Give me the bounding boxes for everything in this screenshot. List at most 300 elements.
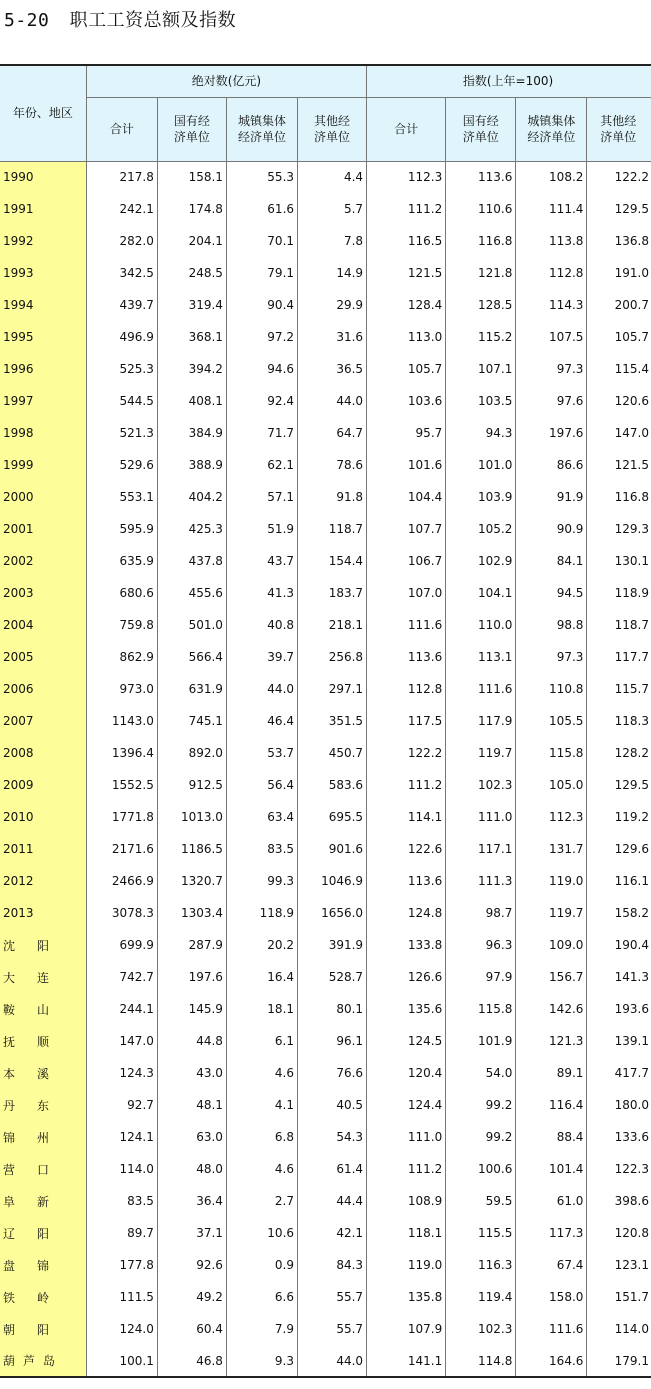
table-cell: 98.8 <box>516 609 587 641</box>
table-cell: 218.1 <box>298 609 367 641</box>
table-cell: 55.7 <box>298 1313 367 1345</box>
table-cell: 103.5 <box>446 385 516 417</box>
table-cell: 164.6 <box>516 1345 587 1377</box>
table-cell: 742.7 <box>86 961 157 993</box>
table-cell: 113.6 <box>367 865 446 897</box>
table-row <box>0 257 651 289</box>
table-cell: 759.8 <box>86 609 157 641</box>
table-cell: 107.5 <box>516 321 587 353</box>
row-label <box>0 1249 86 1281</box>
table-cell: 99.3 <box>226 865 297 897</box>
table-row <box>0 961 651 993</box>
table-cell: 118.9 <box>226 897 297 929</box>
table-cell: 439.7 <box>86 289 157 321</box>
table-cell: 121.5 <box>587 449 651 481</box>
table-cell: 83.5 <box>86 1185 157 1217</box>
table-cell: 55.3 <box>226 161 297 193</box>
row-label <box>0 737 86 769</box>
table-cell: 111.6 <box>367 609 446 641</box>
table-cell: 197.6 <box>516 417 587 449</box>
table-cell: 96.1 <box>298 1025 367 1057</box>
table-cell: 61.0 <box>516 1185 587 1217</box>
table-cell: 1046.9 <box>298 865 367 897</box>
table-cell: 128.4 <box>367 289 446 321</box>
table-cell: 180.0 <box>587 1089 651 1121</box>
row-label <box>0 929 86 961</box>
table-cell: 1320.7 <box>157 865 226 897</box>
row-label <box>0 833 86 865</box>
table-cell: 48.1 <box>157 1089 226 1121</box>
row-label <box>0 1185 86 1217</box>
table-cell: 528.7 <box>298 961 367 993</box>
table-cell: 116.8 <box>587 481 651 513</box>
table-cell: 44.0 <box>298 385 367 417</box>
table-cell: 111.4 <box>516 193 587 225</box>
row-label <box>0 417 86 449</box>
table-row <box>0 353 651 385</box>
table-cell: 130.1 <box>587 545 651 577</box>
table-cell: 97.3 <box>516 641 587 673</box>
table-row <box>0 481 651 513</box>
row-label <box>0 1089 86 1121</box>
row-label-text: 2000 <box>3 490 34 504</box>
table-row <box>0 1217 651 1249</box>
table-cell: 106.7 <box>367 545 446 577</box>
row-label <box>0 321 86 353</box>
table-row <box>0 641 651 673</box>
row-label-text: 1997 <box>3 394 34 408</box>
table-cell: 100.1 <box>86 1345 157 1377</box>
table-cell: 501.0 <box>157 609 226 641</box>
table-row <box>0 161 651 193</box>
table-cell: 54.3 <box>298 1121 367 1153</box>
table-cell: 42.1 <box>298 1217 367 1249</box>
table-cell: 131.7 <box>516 833 587 865</box>
table-cell: 455.6 <box>157 577 226 609</box>
table-cell: 117.5 <box>367 705 446 737</box>
table-cell: 583.6 <box>298 769 367 801</box>
row-label-text: 葫芦岛 <box>3 1354 55 1368</box>
table-cell: 417.7 <box>587 1057 651 1089</box>
table-cell: 120.4 <box>367 1057 446 1089</box>
table-cell: 104.4 <box>367 481 446 513</box>
table-cell: 1143.0 <box>86 705 157 737</box>
table-cell: 1396.4 <box>86 737 157 769</box>
table-cell: 44.0 <box>298 1345 367 1377</box>
table-cell: 135.8 <box>367 1281 446 1313</box>
table-row <box>0 513 651 545</box>
table-row <box>0 449 651 481</box>
table-cell: 105.7 <box>587 321 651 353</box>
table-cell: 4.4 <box>298 161 367 193</box>
table-cell: 115.8 <box>516 737 587 769</box>
table-row <box>0 417 651 449</box>
table-cell: 63.0 <box>157 1121 226 1153</box>
table-row <box>0 385 651 417</box>
col-header-idx-total: 合计 <box>367 97 446 161</box>
table-cell: 141.1 <box>367 1345 446 1377</box>
table-cell: 1186.5 <box>157 833 226 865</box>
row-label <box>0 641 86 673</box>
table-cell: 119.0 <box>367 1249 446 1281</box>
table-row <box>0 993 651 1025</box>
table-cell: 973.0 <box>86 673 157 705</box>
table-cell: 103.9 <box>446 481 516 513</box>
table-cell: 124.4 <box>367 1089 446 1121</box>
table-cell: 117.3 <box>516 1217 587 1249</box>
table-cell: 384.9 <box>157 417 226 449</box>
table-cell: 121.8 <box>446 257 516 289</box>
table-cell: 1303.4 <box>157 897 226 929</box>
table-cell: 43.7 <box>226 545 297 577</box>
table-cell: 119.2 <box>587 801 651 833</box>
table-row <box>0 897 651 929</box>
table-cell: 351.5 <box>298 705 367 737</box>
table-cell: 115.8 <box>446 993 516 1025</box>
table-cell: 121.5 <box>367 257 446 289</box>
col-header-text: 其他经济单位 <box>600 114 637 144</box>
table-cell: 114.3 <box>516 289 587 321</box>
row-label-text: 2006 <box>3 682 34 696</box>
table-cell: 88.4 <box>516 1121 587 1153</box>
row-label-text: 2004 <box>3 618 34 632</box>
row-label-text: 盘锦 <box>3 1258 49 1273</box>
table-cell: 1552.5 <box>86 769 157 801</box>
table-row <box>0 577 651 609</box>
table-cell: 521.3 <box>86 417 157 449</box>
table-cell: 6.6 <box>226 1281 297 1313</box>
row-label <box>0 257 86 289</box>
table-row <box>0 289 651 321</box>
row-label-text: 辽阳 <box>3 1226 49 1241</box>
table-row <box>0 865 651 897</box>
table-cell: 48.0 <box>157 1153 226 1185</box>
row-label <box>0 577 86 609</box>
table-row <box>0 1121 651 1153</box>
table-cell: 256.8 <box>298 641 367 673</box>
table-cell: 391.9 <box>298 929 367 961</box>
row-label-text: 大连 <box>3 970 49 985</box>
table-cell: 129.3 <box>587 513 651 545</box>
row-label <box>0 801 86 833</box>
table-cell: 129.5 <box>587 193 651 225</box>
table-cell: 44.4 <box>298 1185 367 1217</box>
row-label-text: 2010 <box>3 810 34 824</box>
table-cell: 64.7 <box>298 417 367 449</box>
table-cell: 425.3 <box>157 513 226 545</box>
table-cell: 96.3 <box>446 929 516 961</box>
table-cell: 39.7 <box>226 641 297 673</box>
col-header-text: 国有经济单位 <box>462 114 499 144</box>
col-header-text: 城镇集体经济单位 <box>527 114 576 144</box>
table-cell: 862.9 <box>86 641 157 673</box>
table-row <box>0 705 651 737</box>
table-cell: 59.5 <box>446 1185 516 1217</box>
table-cell: 122.2 <box>367 737 446 769</box>
table-cell: 61.6 <box>226 193 297 225</box>
table-cell: 129.6 <box>587 833 651 865</box>
table-cell: 36.5 <box>298 353 367 385</box>
table-cell: 110.0 <box>446 609 516 641</box>
row-label-text: 丹东 <box>3 1098 49 1113</box>
row-label <box>0 545 86 577</box>
table-cell: 112.3 <box>367 161 446 193</box>
table-cell: 60.4 <box>157 1313 226 1345</box>
row-label <box>0 961 86 993</box>
table-cell: 111.5 <box>86 1281 157 1313</box>
table-cell: 71.7 <box>226 417 297 449</box>
table-cell: 99.2 <box>446 1121 516 1153</box>
table-cell: 128.2 <box>587 737 651 769</box>
table-cell: 121.3 <box>516 1025 587 1057</box>
table-cell: 89.7 <box>86 1217 157 1249</box>
table-cell: 2.7 <box>226 1185 297 1217</box>
table-cell: 118.1 <box>367 1217 446 1249</box>
table-row <box>0 1025 651 1057</box>
table-cell: 342.5 <box>86 257 157 289</box>
col-header-abs-total: 合计 <box>86 97 157 161</box>
table-cell: 89.1 <box>516 1057 587 1089</box>
table-cell: 70.1 <box>226 225 297 257</box>
table-cell: 248.5 <box>157 257 226 289</box>
table-cell: 16.4 <box>226 961 297 993</box>
col-header-idx-collective <box>516 97 587 161</box>
table-cell: 124.5 <box>367 1025 446 1057</box>
table-cell: 31.6 <box>298 321 367 353</box>
table-cell: 44.0 <box>226 673 297 705</box>
table-cell: 113.6 <box>367 641 446 673</box>
row-label-text: 2005 <box>3 650 34 664</box>
table-cell: 116.8 <box>446 225 516 257</box>
page-title <box>4 6 236 32</box>
table-cell: 40.8 <box>226 609 297 641</box>
table-cell: 112.3 <box>516 801 587 833</box>
row-label <box>0 1153 86 1185</box>
table-cell: 86.6 <box>516 449 587 481</box>
table-cell: 97.9 <box>446 961 516 993</box>
table-cell: 118.9 <box>587 577 651 609</box>
table-cell: 46.8 <box>157 1345 226 1377</box>
table-cell: 129.5 <box>587 769 651 801</box>
col-header-abs-collective <box>226 97 297 161</box>
table-cell: 119.7 <box>516 897 587 929</box>
table-cell: 61.4 <box>298 1153 367 1185</box>
table-cell: 124.0 <box>86 1313 157 1345</box>
table-cell: 1656.0 <box>298 897 367 929</box>
table-cell: 105.0 <box>516 769 587 801</box>
row-label <box>0 1121 86 1153</box>
row-label <box>0 385 86 417</box>
row-label-text: 营口 <box>3 1162 49 1177</box>
table-cell: 133.6 <box>587 1121 651 1153</box>
table-cell: 114.1 <box>367 801 446 833</box>
table-cell: 37.1 <box>157 1217 226 1249</box>
table-row <box>0 801 651 833</box>
table-cell: 113.1 <box>446 641 516 673</box>
row-label <box>0 609 86 641</box>
table-cell: 595.9 <box>86 513 157 545</box>
table-cell: 4.6 <box>226 1057 297 1089</box>
table-cell: 6.8 <box>226 1121 297 1153</box>
table-row <box>0 1345 651 1377</box>
table-cell: 40.5 <box>298 1089 367 1121</box>
table-cell: 115.4 <box>587 353 651 385</box>
col-header-idx-other <box>587 97 651 161</box>
table-cell: 98.7 <box>446 897 516 929</box>
table-cell: 282.0 <box>86 225 157 257</box>
row-label-text: 1998 <box>3 426 34 440</box>
table-cell: 116.4 <box>516 1089 587 1121</box>
table-cell: 124.1 <box>86 1121 157 1153</box>
table-cell: 102.3 <box>446 769 516 801</box>
table-cell: 496.9 <box>86 321 157 353</box>
table-cell: 113.8 <box>516 225 587 257</box>
table-row <box>0 609 651 641</box>
table-cell: 191.0 <box>587 257 651 289</box>
table-cell: 108.2 <box>516 161 587 193</box>
table-cell: 119.7 <box>446 737 516 769</box>
row-label <box>0 161 86 193</box>
table-cell: 119.0 <box>516 865 587 897</box>
table-cell: 124.8 <box>367 897 446 929</box>
table-cell: 67.4 <box>516 1249 587 1281</box>
table-cell: 7.8 <box>298 225 367 257</box>
row-label-text: 阜新 <box>3 1194 49 1209</box>
table-cell: 116.5 <box>367 225 446 257</box>
table-cell: 95.7 <box>367 417 446 449</box>
table-cell: 94.6 <box>226 353 297 385</box>
table-cell: 635.9 <box>86 545 157 577</box>
row-label <box>0 449 86 481</box>
table-cell: 4.6 <box>226 1153 297 1185</box>
table-cell: 9.3 <box>226 1345 297 1377</box>
table-cell: 287.9 <box>157 929 226 961</box>
table-cell: 408.1 <box>157 385 226 417</box>
table-cell: 105.5 <box>516 705 587 737</box>
col-header-abs-state <box>157 97 226 161</box>
wage-table <box>0 64 651 1378</box>
table-cell: 394.2 <box>157 353 226 385</box>
table-cell: 116.3 <box>446 1249 516 1281</box>
table-cell: 43.0 <box>157 1057 226 1089</box>
table-cell: 115.7 <box>587 673 651 705</box>
table-cell: 135.6 <box>367 993 446 1025</box>
table-cell: 319.4 <box>157 289 226 321</box>
table-cell: 94.5 <box>516 577 587 609</box>
table-cell: 450.7 <box>298 737 367 769</box>
table-cell: 29.9 <box>298 289 367 321</box>
table-cell: 120.8 <box>587 1217 651 1249</box>
row-label-text: 1995 <box>3 330 34 344</box>
table-cell: 115.5 <box>446 1217 516 1249</box>
table-cell: 244.1 <box>86 993 157 1025</box>
table-cell: 102.9 <box>446 545 516 577</box>
table-cell: 179.1 <box>587 1345 651 1377</box>
table-cell: 83.5 <box>226 833 297 865</box>
row-label-text: 铁岭 <box>3 1290 49 1305</box>
table-cell: 124.3 <box>86 1057 157 1089</box>
table-cell: 2466.9 <box>86 865 157 897</box>
table-cell: 177.8 <box>86 1249 157 1281</box>
table-cell: 145.9 <box>157 993 226 1025</box>
table-cell: 147.0 <box>86 1025 157 1057</box>
table-cell: 368.1 <box>157 321 226 353</box>
row-label <box>0 353 86 385</box>
col-header-text: 城镇集体经济单位 <box>237 114 286 144</box>
table-cell: 108.9 <box>367 1185 446 1217</box>
table-cell: 200.7 <box>587 289 651 321</box>
table-cell: 101.9 <box>446 1025 516 1057</box>
table-cell: 91.9 <box>516 481 587 513</box>
table-row <box>0 737 651 769</box>
table-cell: 118.7 <box>298 513 367 545</box>
table-cell: 62.1 <box>226 449 297 481</box>
table-cell: 14.9 <box>298 257 367 289</box>
col-header-abs-other <box>298 97 367 161</box>
table-row <box>0 225 651 257</box>
table-cell: 80.1 <box>298 993 367 1025</box>
table-cell: 100.6 <box>446 1153 516 1185</box>
table-cell: 404.2 <box>157 481 226 513</box>
table-cell: 49.2 <box>157 1281 226 1313</box>
table-cell: 126.6 <box>367 961 446 993</box>
row-label-text: 1992 <box>3 234 34 248</box>
table-cell: 90.9 <box>516 513 587 545</box>
table-row <box>0 1249 651 1281</box>
table-cell: 544.5 <box>86 385 157 417</box>
table-cell: 151.7 <box>587 1281 651 1313</box>
table-row <box>0 769 651 801</box>
table-cell: 115.2 <box>446 321 516 353</box>
table-cell: 105.2 <box>446 513 516 545</box>
row-label <box>0 193 86 225</box>
col-header-idx-state <box>446 97 516 161</box>
table-cell: 113.0 <box>367 321 446 353</box>
table-cell: 119.4 <box>446 1281 516 1313</box>
table-cell: 109.0 <box>516 929 587 961</box>
table-cell: 44.8 <box>157 1025 226 1057</box>
row-label-text: 2011 <box>3 842 34 856</box>
row-label <box>0 1025 86 1057</box>
table-cell: 6.1 <box>226 1025 297 1057</box>
table-cell: 118.3 <box>587 705 651 737</box>
table-cell: 117.9 <box>446 705 516 737</box>
table-cell: 111.2 <box>367 1153 446 1185</box>
table-cell: 7.9 <box>226 1313 297 1345</box>
table-cell: 297.1 <box>298 673 367 705</box>
table-cell: 4.1 <box>226 1089 297 1121</box>
table-cell: 51.9 <box>226 513 297 545</box>
table-cell: 41.3 <box>226 577 297 609</box>
row-label <box>0 1313 86 1345</box>
row-label-text: 沈阳 <box>3 938 49 953</box>
table-cell: 118.7 <box>587 609 651 641</box>
table-cell: 529.6 <box>86 449 157 481</box>
table-cell: 105.7 <box>367 353 446 385</box>
table-cell: 158.1 <box>157 161 226 193</box>
row-label <box>0 289 86 321</box>
table-cell: 84.1 <box>516 545 587 577</box>
table-cell: 114.0 <box>86 1153 157 1185</box>
table-cell: 3078.3 <box>86 897 157 929</box>
table-cell: 120.6 <box>587 385 651 417</box>
table-cell: 97.3 <box>516 353 587 385</box>
row-label-text: 鞍山 <box>3 1002 49 1017</box>
table-cell: 154.4 <box>298 545 367 577</box>
table-cell: 174.8 <box>157 193 226 225</box>
table-cell: 680.6 <box>86 577 157 609</box>
table-cell: 892.0 <box>157 737 226 769</box>
